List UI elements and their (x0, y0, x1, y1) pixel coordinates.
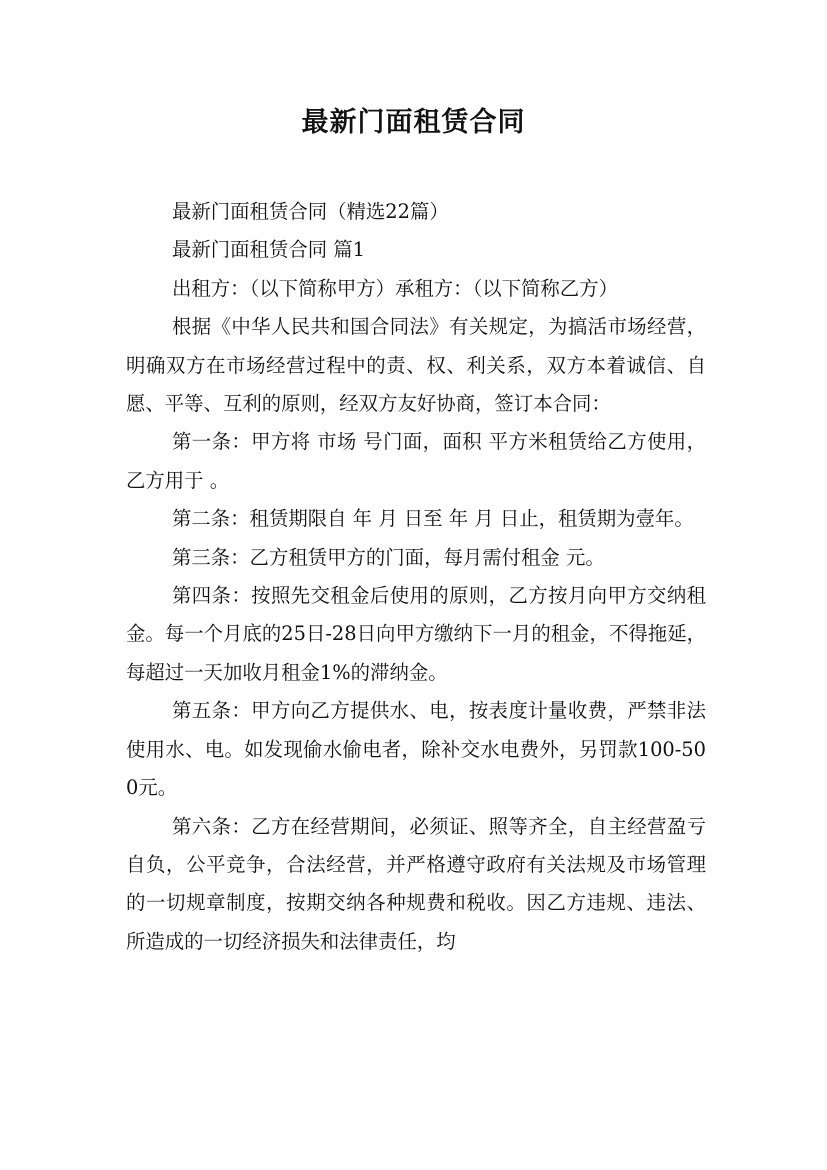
article-1-paragraph: 第一条：甲方将 市场 号门面，面积 平方米租赁给乙方使用，乙方用于 。 (126, 430, 706, 492)
article-6-paragraph: 第六条：乙方在经营期间，必须证、照等齐全，自主经营盈亏自负，公平竞争，合法经营，并严格遵守政府有关法规及市场管理的一切规章制度，按期交纳各种规费和税收。因乙方违规、违法、所造成的一切经济损失和法律责任，均 (126, 814, 706, 953)
subtitle-paragraph: 最新门面租赁合同（精选22篇） (172, 200, 449, 223)
article-5-paragraph: 第五条：甲方向乙方提供水、电，按表度计量收费，严禁非法使用水、电。如发现偷水偷电者，除补交水电费外，另罚款100-500元。 (126, 699, 706, 800)
parties-paragraph: 出租方：（以下简称甲方）承租方：（以下简称乙方） (172, 276, 618, 300)
article-3-paragraph: 第三条：乙方租赁甲方的门面，每月需付租金 元。 (172, 545, 605, 569)
preamble-paragraph: 根据《中华人民共和国合同法》有关规定，为搞活市场经营，明确双方在市场经营过程中的责、权、利关系，双方本着诚信、自愿、平等、互利的原则，经双方友好协商，签订本合同： (126, 315, 706, 416)
document-body (126, 193, 706, 961)
section-heading: 最新门面租赁合同 篇1 (172, 238, 366, 262)
article-4-paragraph: 第四条：按照先交租金后使用的原则，乙方按月向甲方交纳租金。每一个月底的25日-28日向甲方缴纳下一月的租金，不得拖延，每超过一天加收月租金1%的滞纳金。 (126, 584, 706, 684)
document-title: 最新门面租赁合同 (301, 107, 526, 138)
article-2-paragraph: 第二条：租赁期限自 年 月 日至 年 月 日止，租赁期为壹年。 (172, 507, 694, 531)
